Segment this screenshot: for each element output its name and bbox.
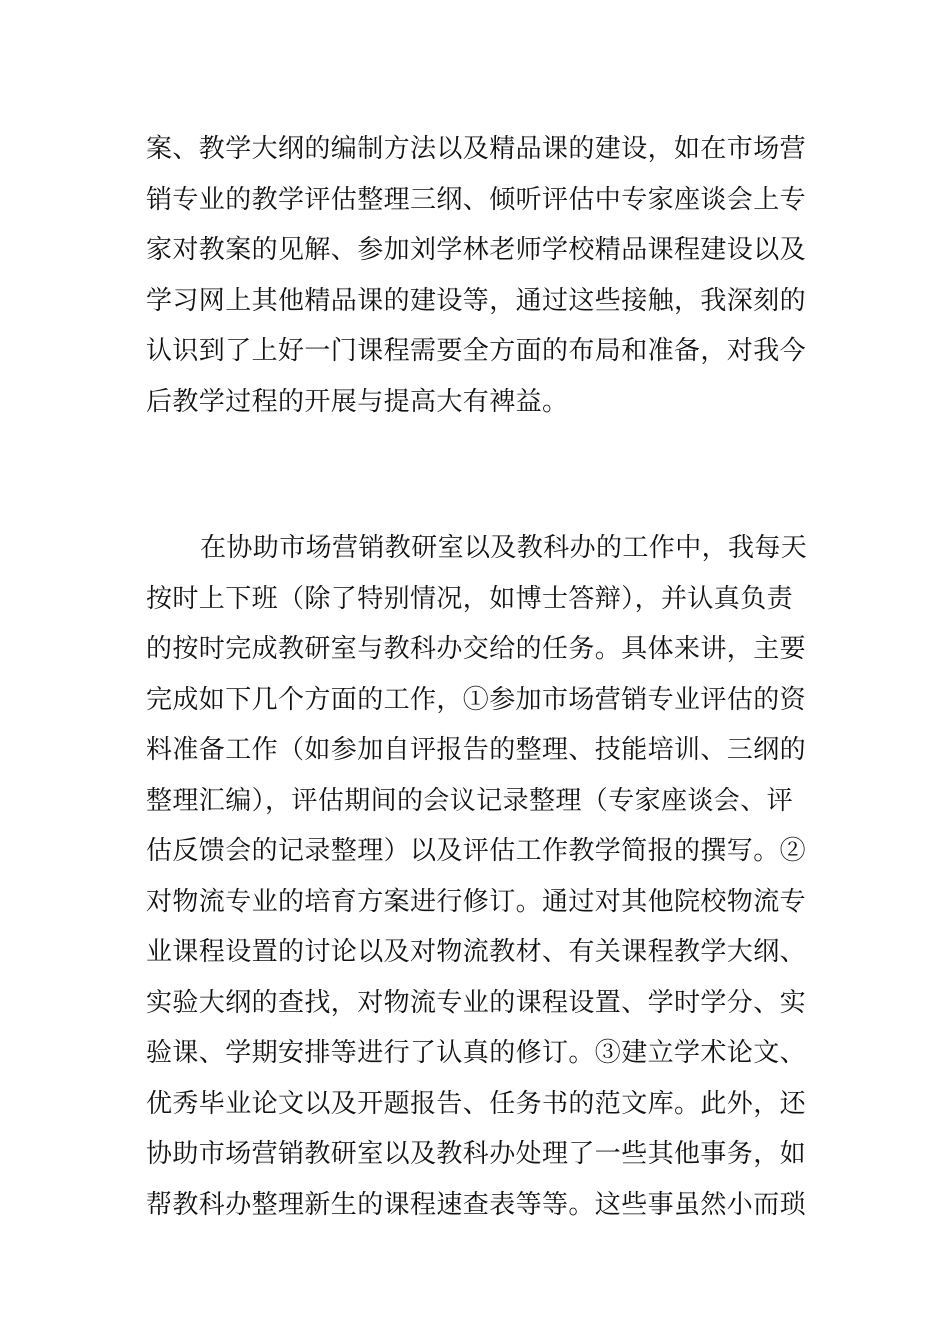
text-line: 学习网上其他精品课的建设等，通过这些接触，我深刻的: [146, 285, 807, 316]
text-line: 料准备工作（如参加自评报告的整理、技能培训、三纲的: [146, 735, 807, 765]
text-line-first: 在协助市场营销教研室以及教科办的工作中，我每天: [200, 533, 808, 563]
text-line: 协助市场营销教研室以及教科办处理了一些其他事务，如: [146, 1139, 807, 1169]
text-line: 整理汇编），评估期间的会议记录整理（专家座谈会、评: [146, 785, 794, 816]
text-line: 实验大纲的查找，对物流专业的课程设置、学时学分、实: [146, 987, 807, 1018]
text-line: 销专业的教学评估整理三纲、倾听评估中专家座谈会上专: [146, 184, 807, 215]
text-line: 的按时完成教研室与教科办交给的任务。具体来讲，主要: [146, 634, 807, 664]
text-line: 业课程设置的讨论以及对物流教材、有关课程教学大纲、: [146, 937, 807, 967]
text-line: 认识到了上好一门课程需要全方面的布局和准备，对我今: [146, 336, 807, 366]
text-line: 案、教学大纲的编制方法以及精品课的建设，如在市场营: [146, 134, 807, 164]
text-line: 验课、学期安排等进行了认真的修订。③建立学术论文、: [146, 1038, 807, 1068]
text-line: 后教学过程的开展与提高大有裨益。: [146, 386, 569, 417]
text-line: 完成如下几个方面的工作，①参加市场营销专业评估的资: [146, 684, 807, 715]
paragraph-2: [146, 523, 816, 1230]
text-line: 对物流专业的培育方案进行修订。通过对其他院校物流专: [146, 886, 807, 917]
text-line: 家对教案的见解、参加刘学林老师学校精品课程建设以及: [146, 235, 807, 265]
text-line: 估反馈会的记录整理）以及评估工作教学简报的撰写。②: [146, 836, 807, 866]
text-line: 优秀毕业论文以及开题报告、任务书的范文库。此外，还: [146, 1088, 807, 1119]
paragraph-1: [146, 124, 816, 427]
text-line: 帮教科办整理新生的课程速查表等等。这些事虽然小而琐: [146, 1189, 807, 1220]
text-line: 按时上下班（除了特别情况，如博士答辩），并认真负责: [146, 583, 794, 614]
